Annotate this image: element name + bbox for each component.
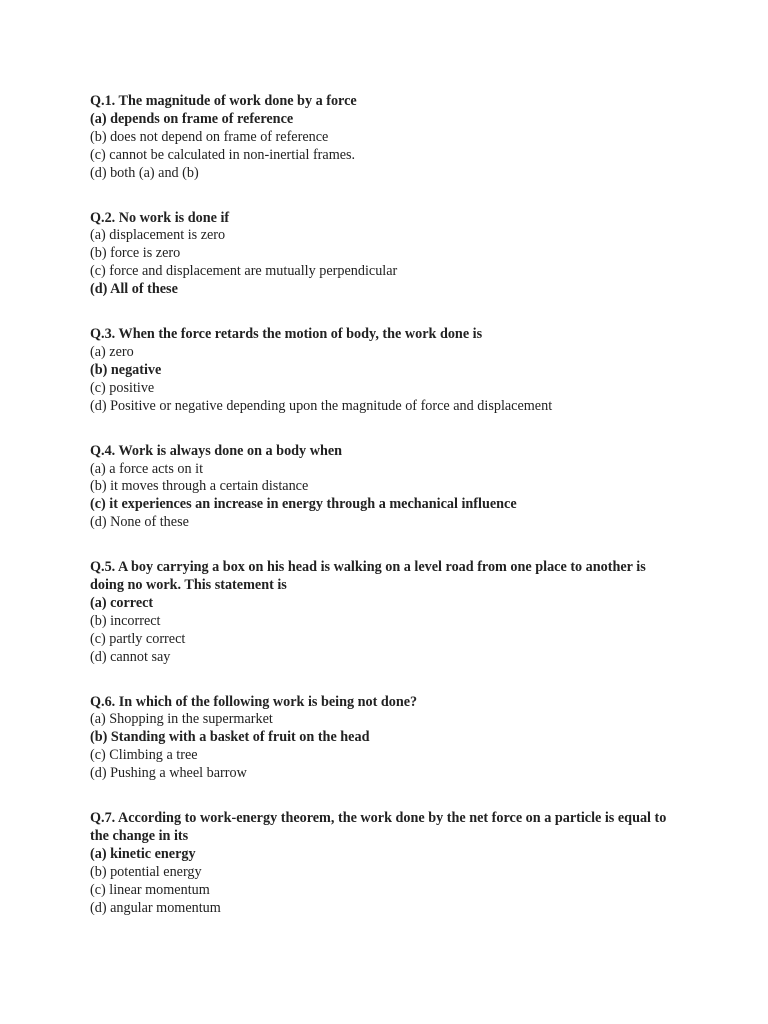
question-text: Q.3. When the force retards the motion of body, the work done is [90,326,483,343]
question-text: Q.2. No work is done if [90,209,230,226]
option-c: (c) cannot be calculated in non-inertial frames. [90,146,356,163]
option-c: (c) partly correct [90,630,186,647]
option-a: (a) kinetic energy [90,845,196,862]
question-text: Q.1. The magnitude of work done by a force [90,93,357,109]
option-b: (b) potential energy [90,863,202,880]
option-a: (a) correct [90,594,154,611]
option-d: (d) Positive or negative depending upon the magnitude of force and displacement [90,397,553,414]
option-a: (a) a force acts on it [90,460,204,477]
option-d: (d) All of these [90,281,178,298]
option-b: (b) it moves through a certain distance [90,478,309,495]
option-b: (b) force is zero [90,245,181,262]
option-a: (a) depends on frame of reference [90,110,294,127]
question-7 [90,810,680,917]
question-text: Q.5. A boy carrying a box on his head is walking on a level road from one place to another is doing no work. This statement is [90,559,646,594]
option-d: (d) cannot say [90,648,171,665]
option-d: (d) None of these [90,514,189,531]
option-b: (b) incorrect [90,612,161,629]
option-a: (a) Shopping in the supermarket [90,711,273,728]
option-d: (d) Pushing a wheel barrow [90,765,247,782]
option-a: (a) displacement is zero [90,227,226,244]
question-5 [90,559,680,666]
option-c: (c) linear momentum [90,881,210,898]
question-3 [90,326,680,416]
option-d: (d) both (a) and (b) [90,164,199,181]
question-text: Q.7. According to work-energy theorem, the work done by the net force on a particle is equal to the change in its [90,810,667,844]
question-text: Q.4. Work is always done on a body when [90,442,343,459]
option-d: (d) angular momentum [90,899,221,916]
question-list [90,93,680,945]
question-1 [90,93,680,183]
option-a: (a) zero [90,343,134,360]
option-c: (c) force and displacement are mutually perpendicular [90,263,398,280]
question-4 [90,443,680,533]
option-c: (c) Climbing a tree [90,747,198,764]
question-text: Q.6. In which of the following work is being not done? [90,693,418,710]
option-c: (c) positive [90,379,155,396]
question-6 [90,694,680,784]
option-c: (c) it experiences an increase in energy through a mechanical influence [90,496,517,513]
option-b: (b) does not depend on frame of reference [90,128,329,145]
question-2 [90,210,680,300]
option-b: (b) negative [90,361,162,378]
option-b: (b) Standing with a basket of fruit on the head [90,729,370,746]
